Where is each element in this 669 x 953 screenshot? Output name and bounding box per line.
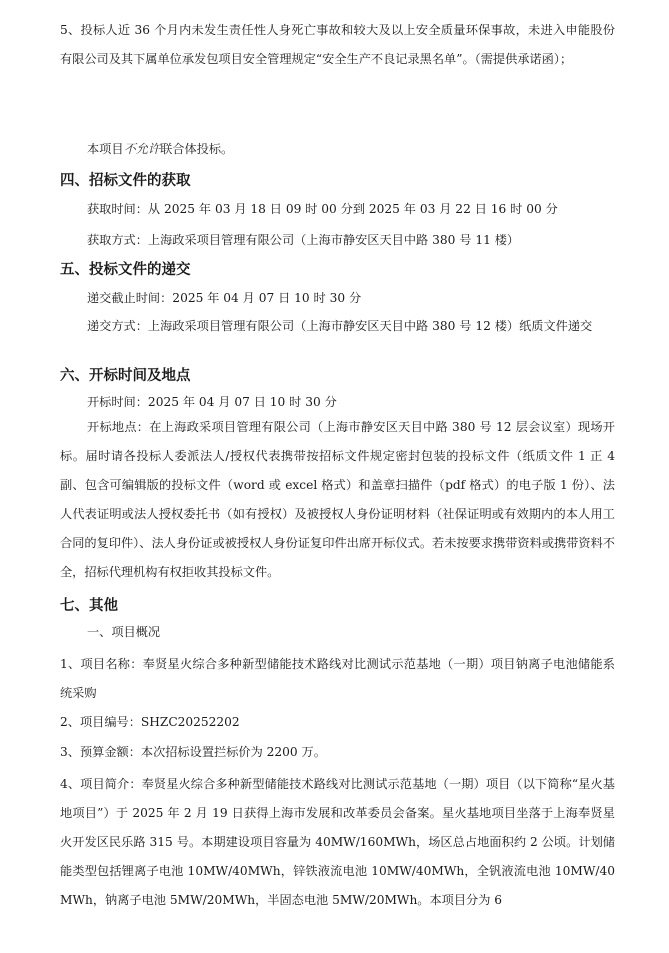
consortium-emphasis: 不允许 [123, 142, 161, 156]
project-overview-subheading: 一、项目概况 [87, 625, 161, 639]
section-6-heading: 六、开标时间及地点 [60, 368, 191, 384]
consortium-after: 联合体投标。 [160, 142, 234, 156]
project-budget: 3、预算金额：本次招标设置拦标价为 2200 万。 [60, 745, 326, 759]
section-5-heading: 五、投标文件的递交 [60, 262, 191, 278]
submission-deadline: 递交截止时间：2025 年 04 月 07 日 10 时 30 分 [87, 291, 362, 305]
acquire-time: 获取时间：从 2025 年 03 月 18 日 09 时 00 分到 2025 年 03 月 22 日 16 时 00 分 [87, 202, 558, 216]
consortium-statement [60, 135, 615, 164]
project-name: 1、项目名称：奉贤星火综合多种新型储能技术路线对比测试示范基地（一期）项目钠离子电池储能系统采购 [60, 657, 615, 700]
requirement-item-5: 5、投标人近 36 个月内未发生责任性人身死亡事故和较大及以上安全质量环保事故，未进入申能股份有限公司及其下属单位承发包项目安全管理规定“安全生产不良记录黑名单”。（需提供承诺函）； [60, 23, 615, 66]
section-4-heading: 四、招标文件的获取 [60, 173, 191, 189]
opening-time: 开标时间：2025 年 04 月 07 日 10 时 30 分 [87, 395, 337, 409]
project-intro: 4、项目简介：奉贤星火综合多种新型储能技术路线对比测试示范基地（一期）项目（以下简称“星火基地项目”）于 2025 年 2 月 19 日获得上海市发展和改革委员会备案。星火基地项目坐落于上海奉贤星火开发区民乐路 315 号。本期建设项目容量为 40MW/160MWh，场区总占地面积约 2 公顷。计划储能类型包括锂离子电池 10MW/40MWh，锌铁液流电池 10MW/40MWh，全钒液流电池 10MW/40MWh，钠离子电池 5MW/20MWh，半固态电池 5MW/20MWh。本项目分为 6 [60, 777, 615, 907]
acquire-method: 获取方式：上海政采项目管理有限公司（上海市静安区天目中路 380 号 11 楼） [87, 233, 520, 247]
consortium-before: 本项目 [87, 142, 124, 156]
section-7-heading: 七、其他 [60, 598, 118, 614]
submission-method: 递交方式：上海政采项目管理有限公司（上海市静安区天目中路 380 号 12 楼）纸质文件递交 [87, 319, 593, 333]
project-number: 2、项目编号：SHZC20252202 [60, 715, 240, 729]
opening-place: 开标地点：在上海政采项目管理有限公司（上海市静安区天目中路 380 号 12 层会议室）现场开标。届时请各投标人委派法人/授权代表携带按招标文件规定密封包装的投标文件（纸质文件 1 正 4 副、包含可编辑版的投标文件（word 或 excel 格式）和盖章扫描件（pdf 格式）的电子版 1 份）、法人代表证明或法人授权委托书（如有授权）及被授权人身份证明材料（社保证明或有效期内的本人用工合同的复印件）、法人身份证或被授权人身份证复印件出席开标仪式。若未按要求携带资料或携带资料不全，招标代理机构有权拒收其投标文件。 [60, 420, 615, 579]
